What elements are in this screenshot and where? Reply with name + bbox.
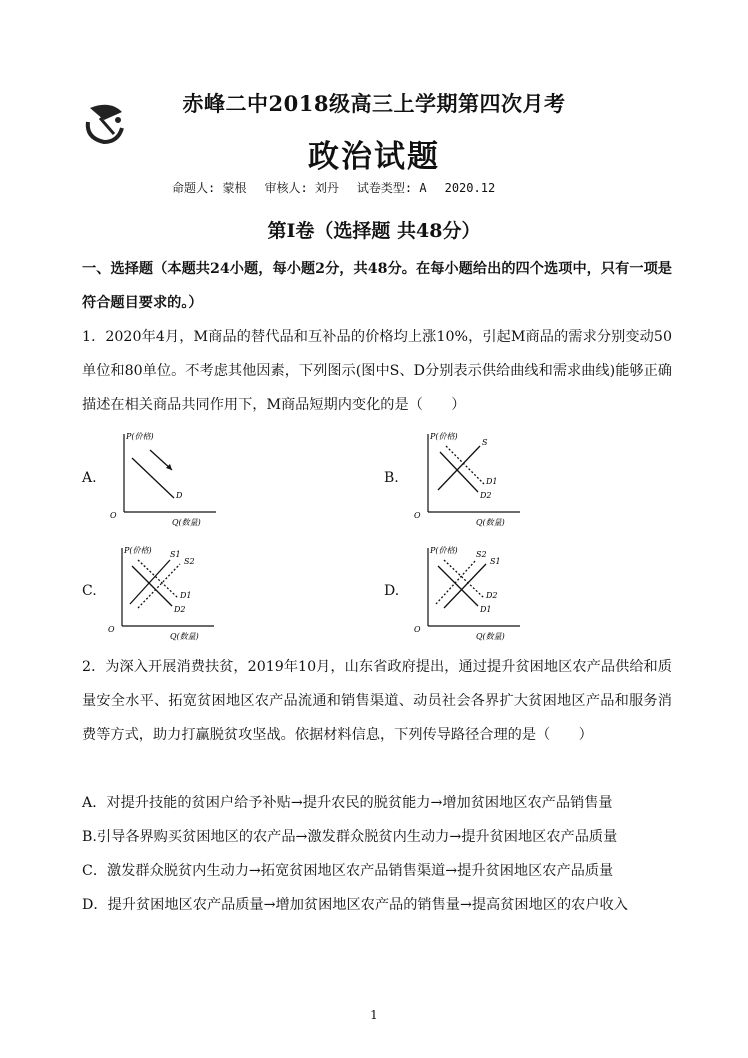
q1-option-c-label: C. xyxy=(82,583,97,599)
origin-label: O xyxy=(108,625,115,634)
demand-curve xyxy=(132,458,174,498)
q2-option-a: A．对提升技能的贫困户给予补贴→提升农民的脱贫能力→增加贫困地区农产品销售量 xyxy=(82,795,613,811)
supply-curve-2 xyxy=(138,564,180,608)
q2-option-d: D．提升贫困地区农产品质量→增加贫困地区农产品的销售量→提高贫困地区的农户收入 xyxy=(82,897,628,913)
y-axis-label: P(价格) xyxy=(124,546,152,555)
section-title: 第Ⅰ卷（选择题 共48分） xyxy=(267,220,481,242)
curve-label-d1: D1 xyxy=(486,477,498,486)
origin-label: O xyxy=(414,625,421,634)
section-instructions: 一、选择题（本题共24小题，每小题2分，共48分。在每小题给出的四个选项中，只有一项是符合题目要求的。） xyxy=(82,261,672,311)
curve-label-s: S xyxy=(482,438,488,447)
x-axis-label: Q(数量) xyxy=(476,632,505,641)
x-axis-label: Q(数量) xyxy=(170,632,199,641)
curve-label-d1: D1 xyxy=(480,605,492,614)
demand-curve-2 xyxy=(132,566,172,606)
q2-option-c: C．激发群众脱贫内生动力→拓宽贫困地区农产品销售渠道→提升贫困地区农产品质量 xyxy=(82,863,614,879)
origin-label: O xyxy=(110,511,117,520)
curve-label-s1: S1 xyxy=(170,550,181,559)
curve-label-s2: S2 xyxy=(476,550,487,559)
supply-curve xyxy=(438,446,480,490)
curve-label-d1: D1 xyxy=(180,591,192,600)
page-number: 1 xyxy=(370,1008,378,1022)
q1-graph-c xyxy=(104,542,224,642)
curve-label-s2: S2 xyxy=(184,557,195,566)
demand-curve-1 xyxy=(438,566,478,606)
q1-graph-a xyxy=(106,428,226,528)
author: 命题人: 蒙根 xyxy=(172,181,247,195)
curve-label-d: D xyxy=(176,491,183,500)
supply-curve-1 xyxy=(444,564,486,608)
question-1-text: 1．2020年4月，M商品的替代品和互补品的价格均上涨10%，引起M商品的需求分别变动50单位和80单位。不考虑其他因素，下列图示(图中S、D分别表示供给曲线和需求曲线)能够正确描述在相关商品共同作用下，M商品短期内变化的是（ ） xyxy=(82,329,672,413)
exam-meta xyxy=(172,179,513,196)
y-axis-label: P(价格) xyxy=(430,432,458,441)
y-axis-label: P(价格) xyxy=(126,432,154,441)
q1-option-d-label: D. xyxy=(384,583,400,599)
q1-graph-d xyxy=(410,542,530,642)
origin-label: O xyxy=(414,511,421,520)
curve-label-d2: D2 xyxy=(174,605,186,614)
q1-graph-b xyxy=(410,428,530,528)
x-axis-label: Q(数量) xyxy=(172,518,201,527)
subject-title: 政治试题 xyxy=(308,139,440,175)
paper-type: 试卷类型: A xyxy=(356,181,427,195)
q1-option-b-label: B. xyxy=(384,470,399,486)
reviewer: 审核人: 刘丹 xyxy=(264,181,339,195)
q2-option-b: B.引导各界购买贫困地区的农产品→激发群众脱贫内生动力→提升贫困地区农产品质量 xyxy=(82,829,618,845)
school-title: 赤峰二中2018级高三上学期第四次月考 xyxy=(182,91,566,116)
curve-label-d2: D2 xyxy=(480,491,492,500)
question-2-text: 2．为深入开展消费扶贫，2019年10月，山东省政府提出，通过提升贫困地区农产品供给和质量安全水平、拓宽贫困地区农产品流通和销售渠道、动员社会各界扩大贫困地区产品和服务消费等方式，助力打赢脱贫攻坚战。依据材料信息，下列传导路径合理的是（ ） xyxy=(82,659,672,743)
exam-date: 2020.12 xyxy=(444,181,496,195)
curve-label-s1: S1 xyxy=(490,557,501,566)
y-axis-label: P(价格) xyxy=(430,546,458,555)
curve-label-d2: D2 xyxy=(486,591,498,600)
x-axis-label: Q(数量) xyxy=(476,518,505,527)
q1-option-a-label: A. xyxy=(82,470,97,486)
